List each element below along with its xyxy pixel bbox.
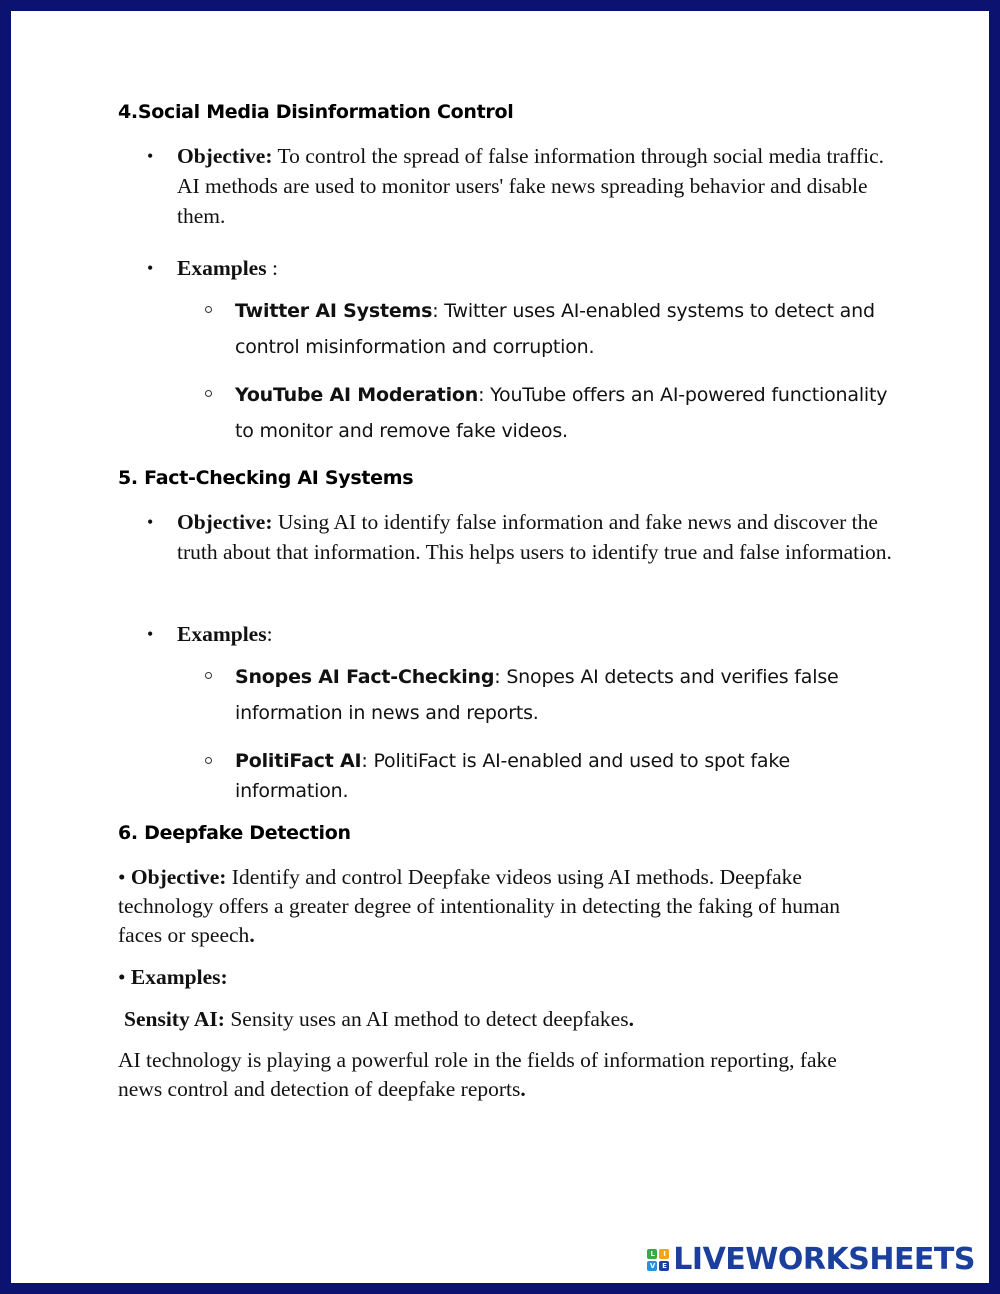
bullet-icon: •: [147, 624, 154, 644]
conclusion-paragraph: [118, 1046, 878, 1104]
logo-square: E: [659, 1261, 669, 1271]
examples-label: Examples:: [130, 965, 228, 989]
conclusion-text: AI technology is playing a powerful role in the fields of information reporting, fake news control and detection of deepfake reports: [118, 1048, 837, 1101]
example-title: Twitter AI Systems: [235, 300, 433, 322]
example-item-youtube: [235, 377, 895, 449]
example-item-snopes: [235, 659, 895, 731]
examples-label: Examples: [177, 622, 267, 646]
circle-bullet-icon: [205, 672, 212, 679]
example-text: : YouTube offers an AI-powered functionality to monitor and remove fake videos.: [235, 384, 888, 442]
liveworksheets-logo: [647, 1242, 975, 1277]
objective-end: .: [249, 923, 255, 947]
bullet-prefix: •: [118, 865, 131, 889]
section-6-examples: [118, 963, 878, 992]
sensity-end: .: [628, 1007, 634, 1031]
circle-bullet-icon: [205, 390, 212, 397]
examples-suffix: :: [266, 622, 273, 646]
bullet-prefix: •: [118, 965, 131, 989]
example-text: : Twitter uses AI-enabled systems to detect and control misinformation and corruption.: [235, 300, 875, 358]
logo-square: I: [659, 1249, 669, 1259]
circle-bullet-icon: [205, 757, 212, 764]
example-title: PolitiFact AI: [235, 750, 362, 772]
logo-square: V: [647, 1261, 657, 1271]
conclusion-end: .: [520, 1077, 526, 1101]
example-text: : Snopes AI detects and verifies false information in news and reports.: [235, 666, 839, 724]
objective-text: Using AI to identify false information and fake news and discover the truth about that information. This helps users to identify true and false information.: [177, 510, 892, 564]
logo-grid-icon: [647, 1249, 669, 1271]
bullet-icon: •: [147, 146, 154, 166]
section-4-heading: 4.Social Media Disinformation Control: [118, 101, 514, 123]
objective-text: To control the spread of false information through social media traffic. AI methods are used to monitor users' fake news spreading behavior and disable them.: [177, 144, 884, 228]
example-item-politifact: [235, 746, 895, 806]
examples-label: Examples: [177, 256, 267, 280]
section-4-objective: [147, 141, 897, 231]
bullet-icon: •: [147, 258, 154, 278]
objective-label: Objective:: [177, 510, 273, 534]
example-title: YouTube AI Moderation: [235, 384, 479, 406]
sensity-label: Sensity AI:: [124, 1007, 225, 1031]
examples-suffix: :: [266, 256, 278, 280]
section-5-examples: [147, 619, 897, 649]
section-5-objective: [147, 507, 897, 567]
example-text: : PolitiFact is AI-enabled and used to spot fake information.: [235, 750, 790, 802]
example-item-twitter: [235, 293, 895, 365]
section-6-heading: 6. Deepfake Detection: [118, 822, 351, 844]
section-5-heading: 5. Fact-Checking AI Systems: [118, 467, 414, 489]
logo-square: L: [647, 1249, 657, 1259]
objective-text: Identify and control Deepfake videos using AI methods. Deepfake technology offers a greater degree of intentionality in detecting the faking of human faces or speech: [118, 865, 840, 947]
circle-bullet-icon: [205, 306, 212, 313]
logo-text: LIVEWORKSHEETS: [673, 1242, 975, 1277]
bullet-icon: •: [147, 512, 154, 532]
objective-label: Objective:: [177, 144, 273, 168]
sensity-example: [124, 1005, 884, 1034]
objective-label: Objective:: [130, 865, 227, 889]
example-title: Snopes AI Fact-Checking: [235, 666, 495, 688]
section-4-examples: [147, 253, 897, 283]
section-6-objective: [118, 863, 878, 950]
sensity-text: Sensity uses an AI method to detect deepfakes: [224, 1007, 629, 1031]
